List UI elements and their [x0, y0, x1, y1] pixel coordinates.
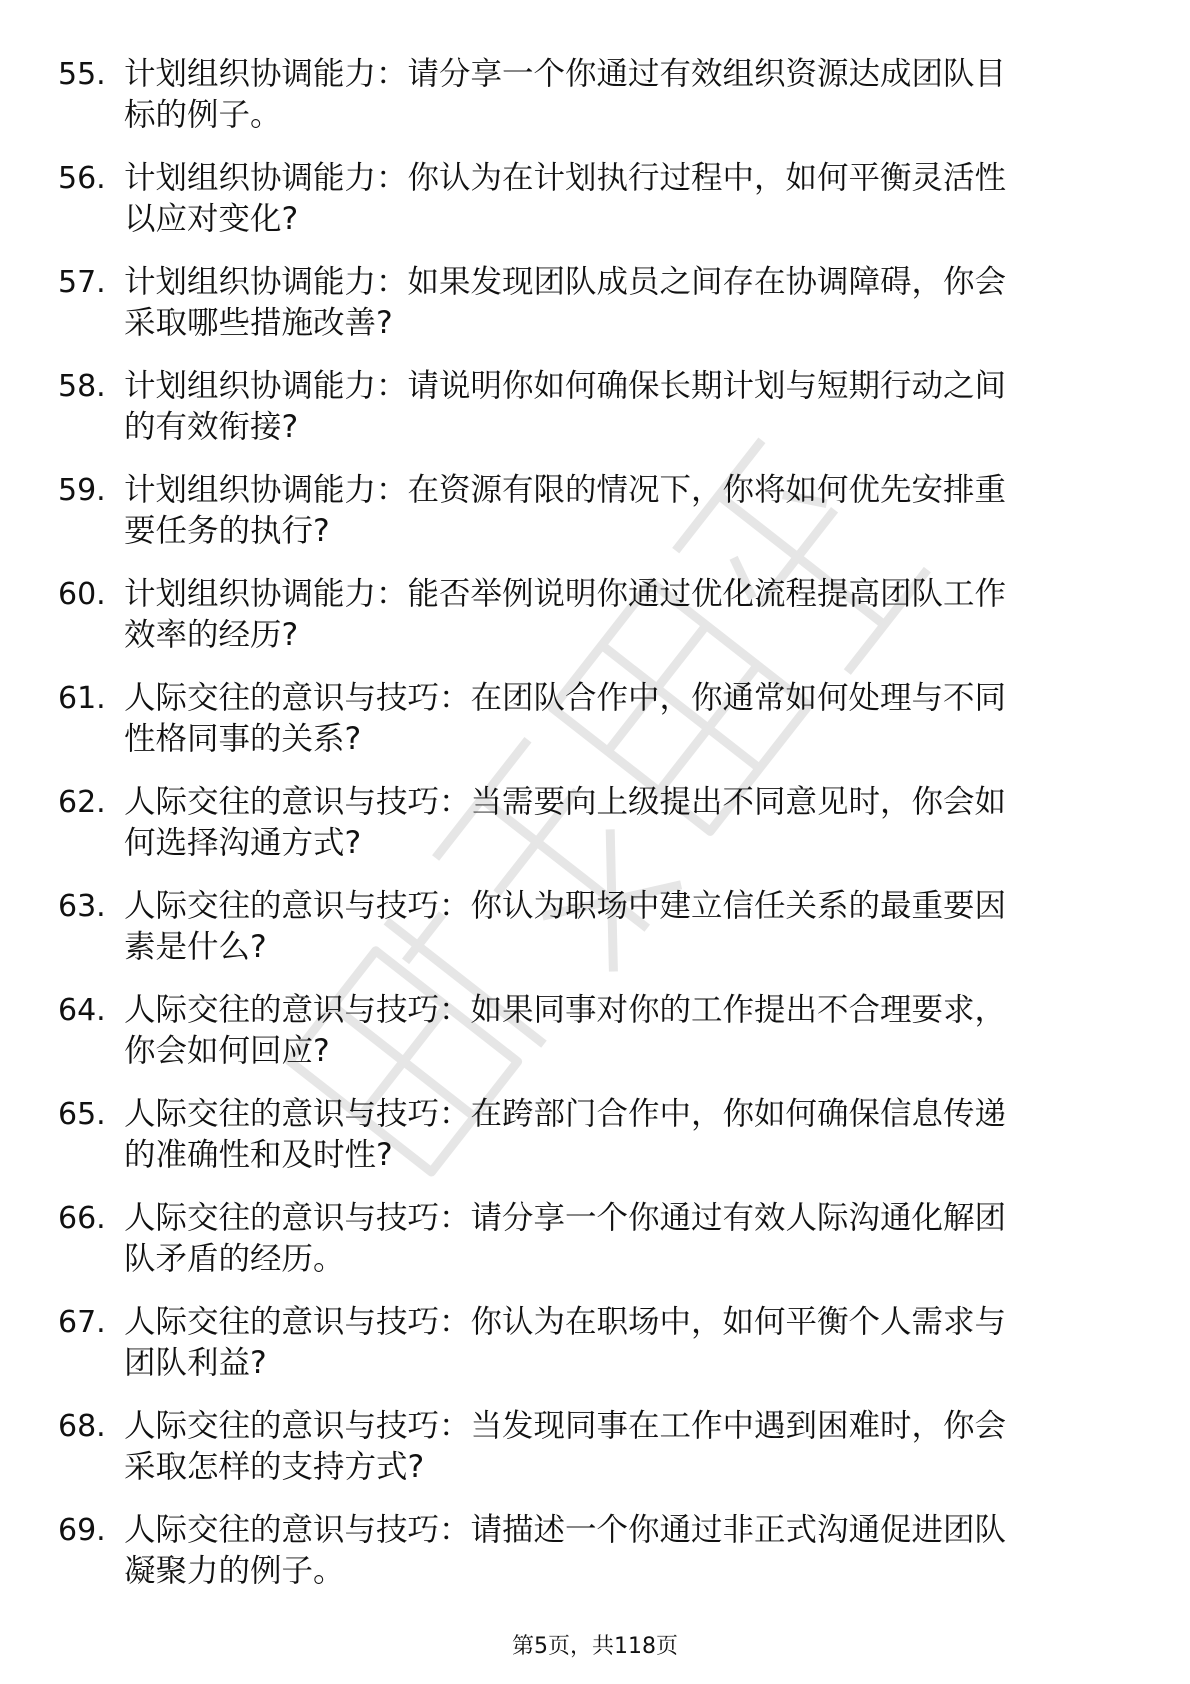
question-line-1: 人际交往的意识与技巧：在跨部门合作中，你如何确保信息传递: [124, 1096, 1007, 1132]
question-number: 58.: [58, 369, 106, 404]
question-number: 62.: [58, 785, 106, 820]
question-text: [124, 158, 1114, 240]
list-item: [0, 366, 1190, 470]
list-item: [0, 1406, 1190, 1510]
question-text: [124, 1510, 1114, 1592]
question-line-2: 团队利益?: [124, 1345, 267, 1381]
question-number: 57.: [58, 265, 106, 300]
question-number: 59.: [58, 473, 106, 508]
question-number: 66.: [58, 1201, 106, 1236]
question-line-2: 要任务的执行?: [124, 513, 330, 549]
list-item: [0, 886, 1190, 990]
list-item: [0, 1094, 1190, 1198]
list-item: [0, 54, 1190, 158]
question-number: 55.: [58, 57, 106, 92]
question-number: 67.: [58, 1305, 106, 1340]
question-line-1: 人际交往的意识与技巧：请分享一个你通过有效人际沟通化解团: [124, 1200, 1007, 1236]
question-number: 64.: [58, 993, 106, 1028]
question-text: [124, 1406, 1114, 1488]
question-line-2: 以应对变化?: [124, 201, 299, 237]
question-text: [124, 262, 1114, 344]
question-number: 61.: [58, 681, 106, 716]
question-line-2: 你会如何回应?: [124, 1033, 330, 1069]
question-line-2: 何选择沟通方式?: [124, 825, 362, 861]
question-text: [124, 1094, 1114, 1176]
list-item: [0, 1510, 1190, 1614]
list-item: [0, 990, 1190, 1094]
question-line-1: 计划组织协调能力：请说明你如何确保长期计划与短期行动之间: [124, 368, 1007, 404]
question-line-1: 计划组织协调能力：能否举例说明你通过优化流程提高团队工作: [124, 576, 1007, 612]
question-line-2: 标的例子。: [124, 97, 282, 133]
question-text: [124, 574, 1114, 656]
question-line-2: 效率的经历?: [124, 617, 299, 653]
question-line-1: 计划组织协调能力：请分享一个你通过有效组织资源达成团队目: [124, 56, 1007, 92]
question-line-1: 人际交往的意识与技巧：当发现同事在工作中遇到困难时，你会: [124, 1408, 1007, 1444]
list-item: [0, 1198, 1190, 1302]
question-text: [124, 782, 1114, 864]
question-text: [124, 470, 1114, 552]
list-item: [0, 470, 1190, 574]
page-footer: [0, 1632, 1190, 1662]
question-line-1: 计划组织协调能力：在资源有限的情况下，你将如何优先安排重: [124, 472, 1007, 508]
question-line-2: 的有效衔接?: [124, 409, 299, 445]
question-line-2: 凝聚力的例子。: [124, 1553, 345, 1589]
question-line-1: 人际交往的意识与技巧：你认为在职场中，如何平衡个人需求与: [124, 1304, 1007, 1340]
question-text: [124, 678, 1114, 760]
question-line-2: 素是什么?: [124, 929, 267, 965]
question-line-1: 计划组织协调能力：你认为在计划执行过程中，如何平衡灵活性: [124, 160, 1007, 196]
question-text: [124, 1302, 1114, 1384]
question-number: 56.: [58, 161, 106, 196]
page-number-label: 第5页，共118页: [512, 1634, 678, 1659]
question-number: 68.: [58, 1409, 106, 1444]
question-text: [124, 366, 1114, 448]
question-number: 60.: [58, 577, 106, 612]
list-item: [0, 1302, 1190, 1406]
list-item: [0, 158, 1190, 262]
question-line-1: 人际交往的意识与技巧：当需要向上级提出不同意见时，你会如: [124, 784, 1007, 820]
question-number: 65.: [58, 1097, 106, 1132]
question-line-2: 采取怎样的支持方式?: [124, 1449, 425, 1485]
list-item: [0, 574, 1190, 678]
question-line-1: 计划组织协调能力：如果发现团队成员之间存在协调障碍，你会: [124, 264, 1007, 300]
question-number: 69.: [58, 1513, 106, 1548]
question-text: [124, 1198, 1114, 1280]
list-item: [0, 262, 1190, 366]
question-line-1: 人际交往的意识与技巧：如果同事对你的工作提出不合理要求，: [124, 992, 1007, 1028]
question-text: [124, 54, 1114, 136]
question-number: 63.: [58, 889, 106, 924]
question-line-2: 的准确性和及时性?: [124, 1137, 393, 1173]
question-text: [124, 886, 1114, 968]
list-item: [0, 678, 1190, 782]
question-line-1: 人际交往的意识与技巧：在团队合作中，你通常如何处理与不同: [124, 680, 1007, 716]
question-text: [124, 990, 1114, 1072]
question-line-2: 性格同事的关系?: [124, 721, 362, 757]
question-line-2: 采取哪些措施改善?: [124, 305, 393, 341]
list-item: [0, 782, 1190, 886]
question-line-2: 队矛盾的经历。: [124, 1241, 345, 1277]
question-line-1: 人际交往的意识与技巧：你认为职场中建立信任关系的最重要因: [124, 888, 1007, 924]
question-list: [0, 54, 1190, 1614]
question-line-1: 人际交往的意识与技巧：请描述一个你通过非正式沟通促进团队: [124, 1512, 1007, 1548]
